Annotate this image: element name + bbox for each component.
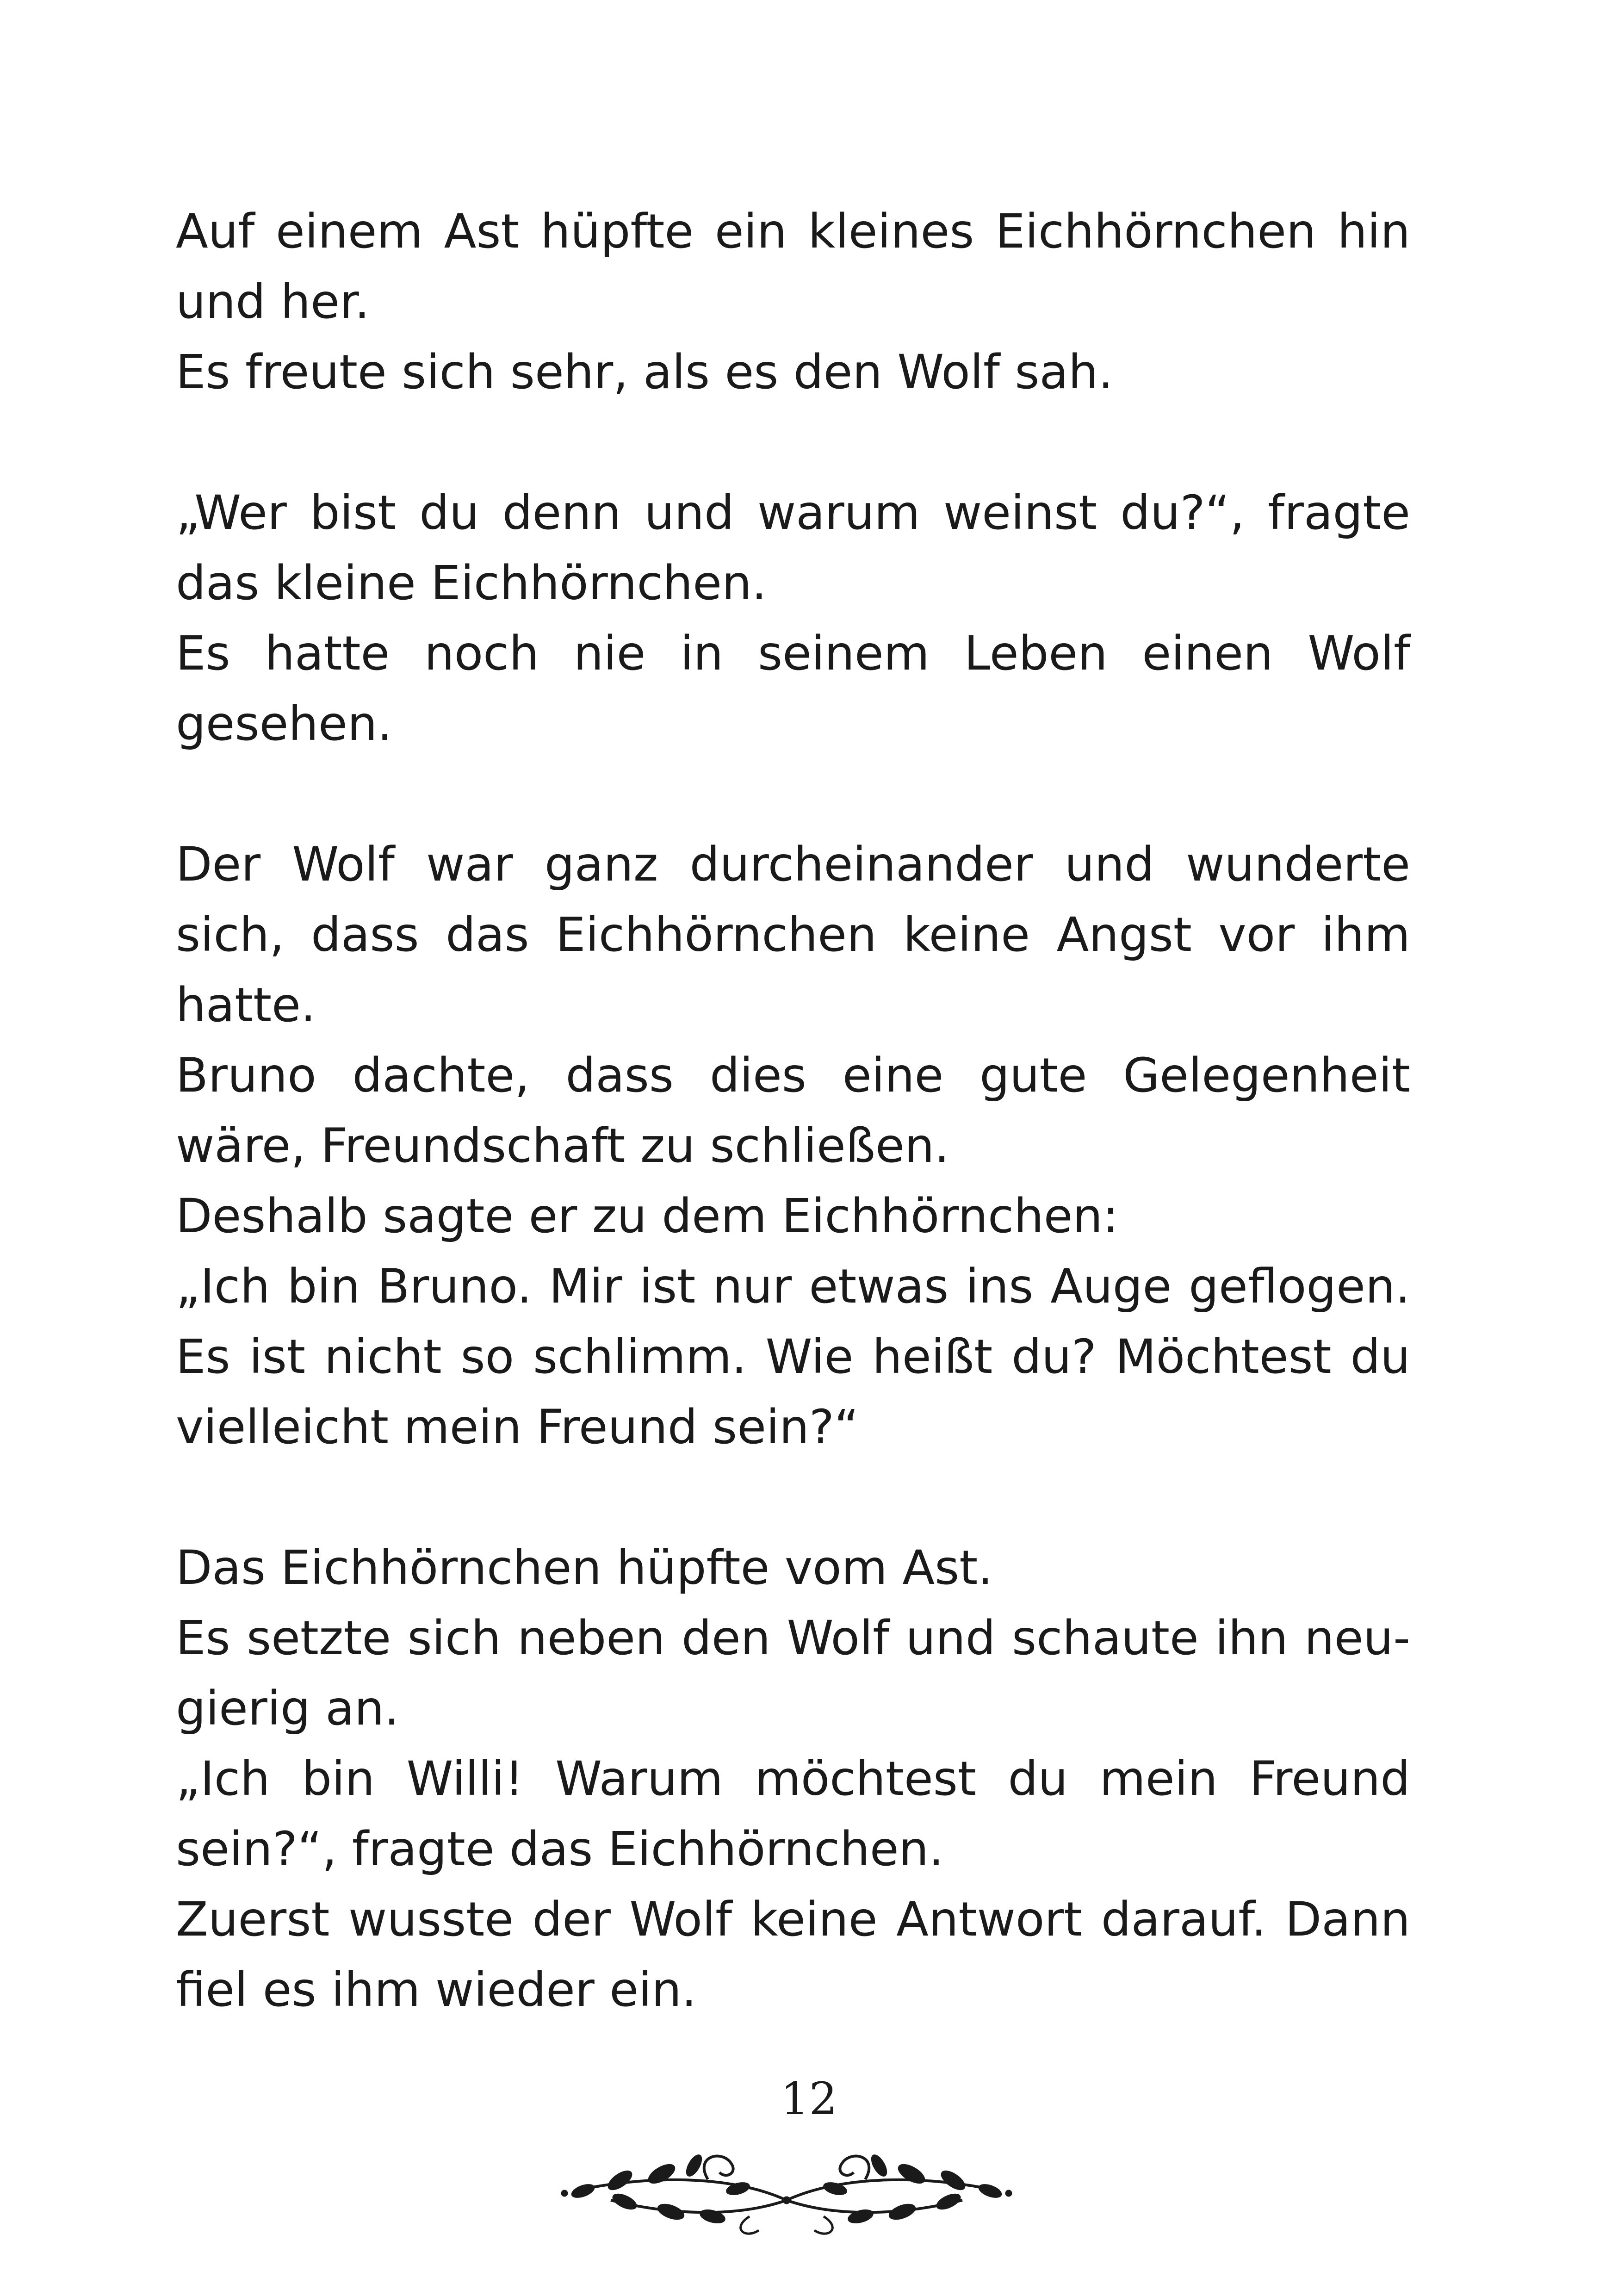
vine-ornament-icon <box>555 2147 1018 2240</box>
page-number: 12 <box>781 2073 837 2125</box>
text-line: Es ist nicht so schlimm. Wie heißt du? Möchtest du <box>176 1329 1410 1384</box>
text-line: Auf einem Ast hüpfte ein kleines Eichhörnchen hin <box>176 204 1410 259</box>
text-line: Es setzte sich neben den Wolf und schaute ihn neu- <box>176 1611 1410 1666</box>
text-line: das kleine Eichhörnchen. <box>176 556 767 611</box>
text-line: und her. <box>176 274 370 329</box>
text-line: gierig an. <box>176 1681 399 1736</box>
text-line: „Ich bin Willi! Warum möchtest du mein Freund <box>176 1751 1410 1806</box>
text-line: Bruno dachte, dass dies eine gute Gelegenheit <box>176 1048 1410 1103</box>
text-line: Deshalb sagte er zu dem Eichhörnchen: <box>176 1189 1119 1244</box>
text-line: Es freute sich sehr, als es den Wolf sah. <box>176 345 1114 400</box>
text-line: „Wer bist du denn und warum weinst du?“, fragte <box>176 485 1410 540</box>
text-line: gesehen. <box>176 696 392 751</box>
paragraph <box>176 830 1410 1463</box>
text-line: vielleicht mein Freund sein?“ <box>176 1400 859 1455</box>
text-line: Der Wolf war ganz durcheinander und wunderte <box>176 837 1410 892</box>
text-line: fiel es ihm wieder ein. <box>176 1962 697 2017</box>
story-text <box>176 197 1410 2096</box>
text-line: „Ich bin Bruno. Mir ist nur etwas ins Auge geflogen. <box>176 1259 1410 1314</box>
text-line: hatte. <box>176 978 316 1033</box>
paragraph <box>176 197 1410 408</box>
text-line: Das Eichhörnchen hüpfte vom Ast. <box>176 1540 993 1595</box>
text-line: sein?“, fragte das Eichhörnchen. <box>176 1822 944 1877</box>
paragraph <box>176 1533 1410 2025</box>
paragraph <box>176 478 1410 759</box>
text-line: wäre, Freundschaft zu schließen. <box>176 1118 949 1173</box>
text-line: Zuerst wusste der Wolf keine Antwort darauf. Dann <box>176 1892 1410 1947</box>
text-line: Es hatte noch nie in seinem Leben einen Wolf <box>176 626 1410 681</box>
text-line: sich, dass das Eichhörnchen keine Angst vor ihm <box>176 907 1410 962</box>
